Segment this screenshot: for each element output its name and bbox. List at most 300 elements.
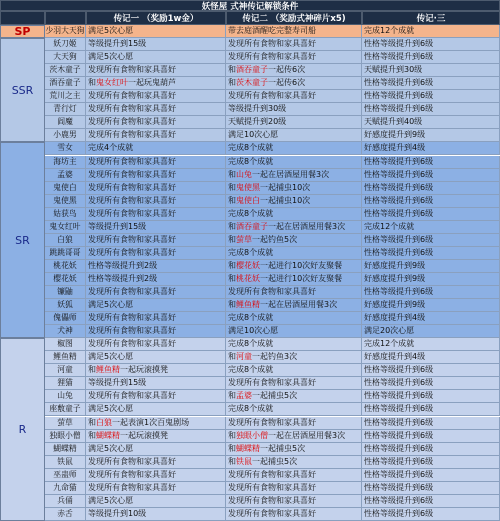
biography-1-condition: [86, 25, 226, 38]
table-row: [45, 103, 500, 116]
biography-1-condition: [86, 64, 226, 77]
table-row: [45, 469, 500, 482]
biography-2-condition: [226, 273, 362, 286]
rarity-group-label: SP: [0, 25, 45, 38]
condition-text: 和: [228, 78, 236, 88]
header-name: [45, 11, 86, 25]
biography-3-condition: [362, 299, 500, 312]
biography-2-condition: [226, 338, 362, 351]
biography-2-condition: [226, 260, 362, 273]
biography-2-condition: [226, 116, 362, 129]
biography-3-condition: [362, 38, 500, 51]
condition-text: 跳跳哥哥: [49, 247, 81, 257]
condition-text: 镰鼬: [57, 287, 73, 296]
condition-text: 发现所有食物和家具喜好: [88, 169, 176, 179]
condition-text: 性格等级提升到2级: [88, 260, 158, 270]
biography-1-condition: [86, 221, 226, 234]
biography-1-condition: [86, 443, 226, 456]
condition-text: 发现所有食物和家具喜好: [88, 195, 176, 205]
table-row: [45, 338, 500, 351]
shikigami-name: [45, 234, 86, 247]
biography-1-condition: [86, 51, 226, 64]
condition-text: 发现所有食物和家具喜好: [88, 326, 176, 336]
table-row: [45, 364, 500, 377]
condition-text: 发现所有食物和家具喜好: [88, 313, 176, 323]
table-row: [45, 90, 500, 103]
shikigami-name: [45, 495, 86, 508]
condition-text: 和: [228, 443, 236, 453]
condition-text: 性格等级提升到6级: [364, 365, 434, 375]
biography-2-condition: [226, 325, 362, 338]
biography-3-condition: [362, 195, 500, 208]
shikigami-name-highlight: 鲤鱼精: [236, 300, 260, 310]
page-title: 妖怪屋 式神传记解锁条件: [0, 0, 500, 11]
condition-text: 狸猫: [57, 378, 73, 388]
biography-2-condition: [226, 169, 362, 182]
header-biography-2: 传记二 （奖励式神碎片x5): [226, 11, 362, 25]
biography-1-condition: [86, 469, 226, 482]
biography-1-condition: [86, 38, 226, 51]
shikigami-name: [45, 156, 86, 169]
condition-text: 好感度提升到9级: [364, 300, 426, 310]
biography-1-condition: [86, 182, 226, 195]
rarity-group-label: SR: [0, 142, 45, 338]
condition-text: 完成8个成就: [228, 143, 274, 153]
shikigami-name-highlight: 河童: [236, 352, 252, 362]
biography-1-condition: [86, 456, 226, 469]
biography-3-condition: [362, 142, 500, 155]
biography-1-condition: [86, 403, 226, 416]
biography-2-condition: [226, 103, 362, 116]
biography-3-condition: [362, 508, 500, 521]
biography-1-condition: [86, 495, 226, 508]
condition-text: 性格等级提升到6级: [364, 156, 434, 166]
shikigami-name: [45, 77, 86, 90]
condition-text: 座敷童子: [49, 404, 81, 414]
condition-text: 满足5次心愿: [88, 404, 134, 414]
condition-text: 性格等级提升到6级: [364, 378, 434, 388]
biography-1-condition: [86, 364, 226, 377]
biography-3-condition: [362, 456, 500, 469]
shikigami-name: [45, 443, 86, 456]
condition-text: 天赋提升到20级: [228, 117, 287, 127]
biography-1-condition: [86, 169, 226, 182]
condition-text: 赤舌: [57, 508, 73, 518]
condition-text: 和: [228, 352, 236, 362]
table-row: [45, 456, 500, 469]
condition-text: 鬼女红叶: [49, 221, 81, 231]
biography-3-condition: [362, 156, 500, 169]
condition-text: 一起钓鱼5次: [252, 234, 298, 244]
condition-text: 满足5次心愿: [88, 300, 134, 310]
biography-2-condition: [226, 77, 362, 90]
condition-text: 性格等级提升到6级: [364, 195, 434, 205]
table-row: [45, 325, 500, 338]
condition-text: 一起捕虫10次: [260, 182, 311, 192]
condition-text: 樱花妖: [53, 273, 77, 283]
biography-3-condition: [362, 51, 500, 64]
header-rarity: [0, 11, 45, 25]
rarity-group-label: R: [0, 338, 45, 521]
shikigami-name-highlight: 蝴蝶精: [236, 443, 260, 453]
condition-text: 和: [88, 78, 96, 88]
condition-text: 海坊主: [53, 156, 77, 166]
biography-2-condition: [226, 390, 362, 403]
condition-text: 妖刀姬: [53, 39, 77, 49]
condition-text: 茨木童子: [49, 65, 81, 75]
biography-2-condition: [226, 482, 362, 495]
title-bar: [0, 0, 500, 11]
biography-1-condition: [86, 338, 226, 351]
condition-text: 性格等级提升到6级: [364, 208, 434, 218]
table-row: [45, 247, 500, 260]
condition-text: 性格等级提升到6级: [364, 169, 434, 179]
condition-text: 白狼: [57, 234, 73, 244]
biography-1-condition: [86, 90, 226, 103]
shikigami-name-highlight: 鲤鱼精: [96, 365, 120, 375]
condition-text: 一起在居酒屋用餐3次: [268, 221, 346, 231]
biography-2-condition: [226, 286, 362, 299]
shikigami-name: [45, 325, 86, 338]
condition-text: 荒川之主: [49, 91, 81, 101]
table-row: [45, 156, 500, 169]
condition-text: 铁鼠: [57, 456, 73, 466]
rarity-group-label: SSR: [0, 38, 45, 142]
shikigami-name-highlight: 独眼小僧: [236, 430, 268, 440]
condition-text: 桃花妖: [53, 260, 77, 270]
condition-text: 山兔: [57, 391, 73, 401]
condition-text: 河童: [57, 365, 73, 375]
condition-text: 发现所有食物和家具喜好: [88, 287, 176, 296]
biography-1-condition: [86, 156, 226, 169]
shikigami-name: [45, 169, 86, 182]
condition-text: 发现所有食物和家具喜好: [88, 391, 176, 401]
table-row: [45, 142, 500, 155]
condition-text: 发现所有食物和家具喜好: [88, 182, 176, 192]
condition-text: 好感度提升到4级: [364, 352, 426, 362]
biography-2-condition: [226, 208, 362, 221]
shikigami-name-highlight: 鬼使黑: [236, 182, 260, 192]
condition-text: 发现所有食物和家具喜好: [88, 234, 176, 244]
condition-text: 好感度提升到9级: [364, 273, 426, 283]
biography-2-condition: [226, 38, 362, 51]
table-row: [45, 234, 500, 247]
condition-text: 性格等级提升到6级: [364, 430, 434, 440]
biography-1-condition: [86, 417, 226, 430]
condition-text: 一起捕虫5次: [252, 456, 298, 466]
biography-2-condition: [226, 182, 362, 195]
condition-text: 发现所有食物和家具喜好: [88, 91, 176, 101]
condition-text: 一起捕虫10次: [260, 195, 311, 205]
condition-text: 发现所有食物和家具喜好: [228, 508, 316, 518]
biography-3-condition: [362, 208, 500, 221]
table-row: [45, 495, 500, 508]
condition-text: 完成12个成就: [364, 26, 415, 35]
biography-3-condition: [362, 443, 500, 456]
condition-text: 性格等级提升到6级: [364, 182, 434, 192]
table-row: [45, 182, 500, 195]
biography-1-condition: [86, 312, 226, 325]
condition-text: 带去庭酒醒吃完整寿司船: [228, 26, 316, 35]
shikigami-name-highlight: 樱花妖: [236, 260, 260, 270]
shikigami-name: [45, 208, 86, 221]
condition-text: 巫蛊师: [53, 469, 77, 479]
condition-text: 发现所有食物和家具喜好: [88, 247, 176, 257]
condition-text: 好感度提升到9级: [364, 130, 426, 140]
shikigami-name-highlight: 酒吞童子: [236, 221, 268, 231]
biography-3-condition: [362, 364, 500, 377]
condition-text: 完成8个成就: [228, 156, 274, 166]
condition-text: 和: [228, 234, 236, 244]
biography-3-condition: [362, 286, 500, 299]
table-row: [45, 129, 500, 142]
biography-3-condition: [362, 351, 500, 364]
table-row: [45, 195, 500, 208]
biography-1-condition: [86, 116, 226, 129]
biography-2-condition: [226, 508, 362, 521]
condition-text: 一起进行10次好友聚餐: [260, 260, 343, 270]
condition-text: 等级提升到30级: [228, 104, 287, 114]
biography-3-condition: [362, 417, 500, 430]
table-row: [45, 51, 500, 64]
condition-text: 满足20次心愿: [364, 326, 415, 336]
condition-text: 天赋提升到40级: [364, 117, 423, 127]
condition-text: 和: [228, 300, 236, 310]
biography-2-condition: [226, 403, 362, 416]
condition-text: 发现所有食物和家具喜好: [88, 456, 176, 466]
table-row: [45, 38, 500, 51]
shikigami-name-highlight: 山兔: [236, 169, 252, 179]
biography-1-condition: [86, 247, 226, 260]
condition-text: 完成8个成就: [228, 208, 274, 218]
shikigami-name: [45, 51, 86, 64]
condition-text: 好感度提升到9级: [364, 260, 426, 270]
condition-text: 等级提升到15级: [88, 39, 147, 49]
condition-text: 姑获鸟: [53, 208, 77, 218]
shikigami-name: [45, 64, 86, 77]
condition-text: 一起捕虫5次: [260, 443, 306, 453]
biography-1-condition: [86, 286, 226, 299]
condition-text: 和: [228, 430, 236, 440]
condition-text: 等级提升到10级: [88, 508, 147, 518]
table-row: [45, 25, 500, 38]
condition-text: 椒图: [57, 339, 73, 349]
column-header-row: [0, 11, 500, 25]
shikigami-name: [45, 142, 86, 155]
condition-text: 完成4个成就: [88, 143, 134, 153]
condition-text: 一起进行10次好友聚餐: [260, 273, 343, 283]
table-row: [45, 482, 500, 495]
biography-2-condition: [226, 456, 362, 469]
biography-2-condition: [226, 221, 362, 234]
condition-text: 完成8个成就: [228, 365, 274, 375]
condition-text: 发现所有食物和家具喜好: [88, 208, 176, 218]
condition-text: 发现所有食物和家具喜好: [228, 287, 316, 296]
table-row: [45, 221, 500, 234]
condition-text: 发现所有食物和家具喜好: [228, 39, 316, 49]
table-row: [45, 77, 500, 90]
condition-text: 九命猫: [53, 482, 77, 492]
shikigami-name: [45, 25, 86, 38]
condition-text: 性格等级提升到6级: [364, 391, 434, 401]
biography-2-condition: [226, 142, 362, 155]
table-row: [45, 417, 500, 430]
biography-3-condition: [362, 221, 500, 234]
biography-1-condition: [86, 208, 226, 221]
condition-text: 和: [228, 182, 236, 192]
condition-text: 发现所有食物和家具喜好: [228, 417, 316, 427]
condition-text: 等级提升到15级: [88, 221, 147, 231]
table-row: [45, 351, 500, 364]
condition-text: 性格等级提升到6级: [364, 39, 434, 49]
condition-text: 一起玩滚摸凳: [120, 430, 168, 440]
biography-3-condition: [362, 338, 500, 351]
biography-2-condition: [226, 417, 362, 430]
condition-text: 小鹿男: [53, 130, 77, 140]
condition-text: 性格等级提升到6级: [364, 508, 434, 518]
condition-text: 满足5次心愿: [88, 26, 134, 35]
condition-text: 一起在居酒屋用餐3次: [268, 430, 346, 440]
condition-text: 性格等级提升到6级: [364, 287, 434, 296]
biography-2-condition: [226, 299, 362, 312]
biography-1-condition: [86, 142, 226, 155]
condition-text: 满足5次心愿: [88, 443, 134, 453]
biography-1-condition: [86, 430, 226, 443]
biography-3-condition: [362, 64, 500, 77]
shikigami-name: [45, 129, 86, 142]
condition-text: 完成8个成就: [228, 339, 274, 349]
biography-3-condition: [362, 77, 500, 90]
condition-text: 性格等级提升到6级: [364, 443, 434, 453]
table-row: [45, 312, 500, 325]
condition-text: 一起在居酒屋用餐3次: [260, 300, 338, 310]
shikigami-name: [45, 417, 86, 430]
biography-3-condition: [362, 169, 500, 182]
condition-text: 和: [88, 417, 96, 427]
condition-text: 一起表演1次百鬼剧场: [112, 417, 190, 427]
table-row: [45, 403, 500, 416]
condition-text: 发现所有食物和家具喜好: [88, 482, 176, 492]
condition-text: 发现所有食物和家具喜好: [228, 378, 316, 388]
header-biography-3: 传记·三: [362, 11, 500, 25]
shikigami-name: [45, 364, 86, 377]
biography-2-condition: [226, 430, 362, 443]
condition-text: 性格等级提升到6级: [364, 417, 434, 427]
condition-text: 完成12个成就: [364, 339, 415, 349]
condition-text: 妖狐: [57, 300, 73, 310]
condition-text: 满足10次心愿: [228, 130, 279, 140]
biography-1-condition: [86, 260, 226, 273]
condition-text: 一起传6次: [268, 65, 306, 75]
shikigami-name: [45, 260, 86, 273]
condition-text: 好感度提升到4级: [364, 313, 426, 323]
shikigami-name: [45, 247, 86, 260]
shikigami-name: [45, 508, 86, 521]
table-row: [45, 208, 500, 221]
biography-3-condition: [362, 403, 500, 416]
condition-text: 发现所有食物和家具喜好: [88, 104, 176, 114]
condition-text: 性格等级提升到6级: [364, 404, 434, 414]
biography-3-condition: [362, 260, 500, 273]
table-row: [45, 64, 500, 77]
condition-text: 发现所有食物和家具喜好: [88, 117, 176, 127]
condition-text: 完成8个成就: [228, 404, 274, 414]
condition-text: 和: [228, 65, 236, 75]
biography-2-condition: [226, 495, 362, 508]
condition-text: 满足10次心愿: [228, 326, 279, 336]
condition-text: 完成12个成就: [364, 221, 415, 231]
condition-text: 满足5次心愿: [88, 52, 134, 62]
shikigami-name: [45, 273, 86, 286]
shikigami-name: [45, 469, 86, 482]
condition-text: 和: [228, 273, 236, 283]
condition-text: 等级提升到15级: [88, 378, 147, 388]
condition-text: 和: [228, 195, 236, 205]
biography-2-condition: [226, 90, 362, 103]
shikigami-name: [45, 182, 86, 195]
table-row: [45, 286, 500, 299]
shikigami-name: [45, 286, 86, 299]
biography-3-condition: [362, 312, 500, 325]
shikigami-name: [45, 351, 86, 364]
shikigami-name: [45, 390, 86, 403]
condition-text: 完成8个成就: [228, 313, 274, 323]
biography-3-condition: [362, 247, 500, 260]
condition-text: 酒吞童子: [49, 78, 81, 88]
biography-3-condition: [362, 325, 500, 338]
condition-text: 独眼小僧: [49, 430, 81, 440]
condition-text: 一起钓鱼3次: [252, 352, 298, 362]
condition-text: 和: [228, 260, 236, 270]
shikigami-name-highlight: 酒吞童子: [236, 65, 268, 75]
biography-2-condition: [226, 312, 362, 325]
condition-text: 满足5次心愿: [88, 495, 134, 505]
biography-3-condition: [362, 273, 500, 286]
biography-2-condition: [226, 377, 362, 390]
table-row: [45, 169, 500, 182]
shikigami-name-highlight: 茨木童子: [236, 78, 268, 88]
condition-text: 阎魔: [57, 117, 73, 127]
condition-text: 萤草: [57, 417, 73, 427]
biography-1-condition: [86, 299, 226, 312]
shikigami-name: [45, 116, 86, 129]
biography-2-condition: [226, 64, 362, 77]
biography-1-condition: [86, 508, 226, 521]
biography-3-condition: [362, 90, 500, 103]
biography-1-condition: [86, 377, 226, 390]
condition-text: 兵俑: [57, 495, 73, 505]
shikigami-name: [45, 377, 86, 390]
biography-1-condition: [86, 103, 226, 116]
condition-text: 发现所有食物和家具喜好: [228, 91, 316, 101]
condition-text: 发现所有食物和家具喜好: [228, 469, 316, 479]
condition-text: 发现所有食物和家具喜好: [88, 469, 176, 479]
condition-text: 青行灯: [53, 104, 77, 114]
shikigami-name: [45, 299, 86, 312]
condition-text: 性格等级提升到6级: [364, 91, 434, 101]
biography-3-condition: [362, 495, 500, 508]
condition-text: 一起捕虫5次: [252, 391, 298, 401]
biography-1-condition: [86, 77, 226, 90]
table-row: [45, 377, 500, 390]
condition-text: 发现所有食物和家具喜好: [88, 130, 176, 140]
table-row: [45, 260, 500, 273]
condition-text: 和: [228, 169, 236, 179]
condition-text: 发现所有食物和家具喜好: [228, 495, 316, 505]
condition-text: 好感度提升到4级: [364, 143, 426, 153]
shikigami-name-highlight: 鬼使白: [236, 195, 260, 205]
condition-text: 发现所有食物和家具喜好: [228, 52, 316, 62]
